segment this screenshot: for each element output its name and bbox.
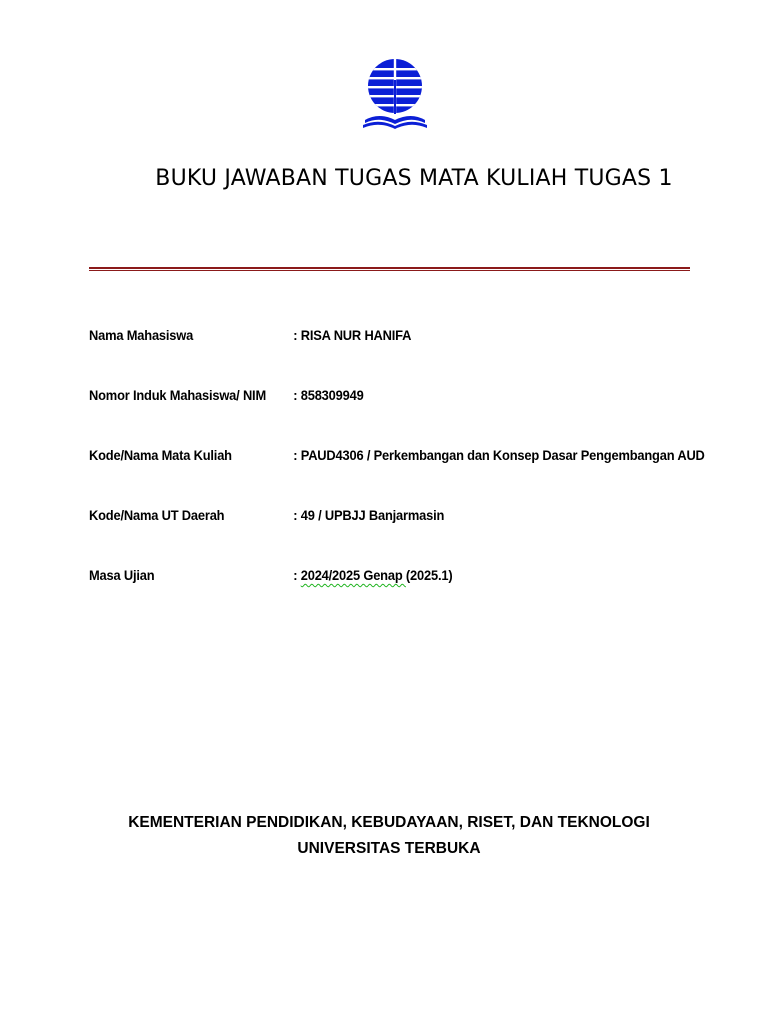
exam-period: 2024/2025 Genap [300, 567, 406, 583]
info-row-nim [89, 387, 696, 407]
info-row-exam [89, 567, 696, 587]
nim-value: : 858309949 [293, 387, 364, 403]
region-value: : 49 / UPBJJ Banjarmasin [293, 507, 445, 523]
info-row-name [89, 327, 696, 347]
info-row-region [89, 507, 696, 527]
document-title: BUKU JAWABAN TUGAS MATA KULIAH TUGAS 1 [155, 166, 673, 191]
info-row-course [89, 447, 705, 467]
ministry-name: KEMENTERIAN PENDIDIKAN, KEBUDAYAAN, RISET, DAN TEKNOLOGI [128, 814, 650, 831]
exam-value-prefix: : [293, 567, 301, 583]
university-logo-icon [361, 56, 429, 130]
name-value: : RISA NUR HANIFA [293, 327, 412, 343]
course-label: Kode/Nama Mata Kuliah [89, 447, 232, 463]
course-value: : PAUD4306 / Perkembangan dan Konsep Dasar Pengembangan AUD [293, 447, 705, 463]
region-label: Kode/Nama UT Daerah [89, 507, 225, 523]
exam-value [293, 567, 452, 583]
name-label: Nama Mahasiswa [89, 327, 194, 343]
university-name: UNIVERSITAS TERBUKA [297, 840, 481, 857]
title-divider [89, 267, 690, 272]
exam-label: Masa Ujian [89, 567, 155, 583]
exam-value-suffix: (2025.1) [405, 567, 453, 583]
nim-label: Nomor Induk Mahasiswa/ NIM [89, 387, 266, 403]
